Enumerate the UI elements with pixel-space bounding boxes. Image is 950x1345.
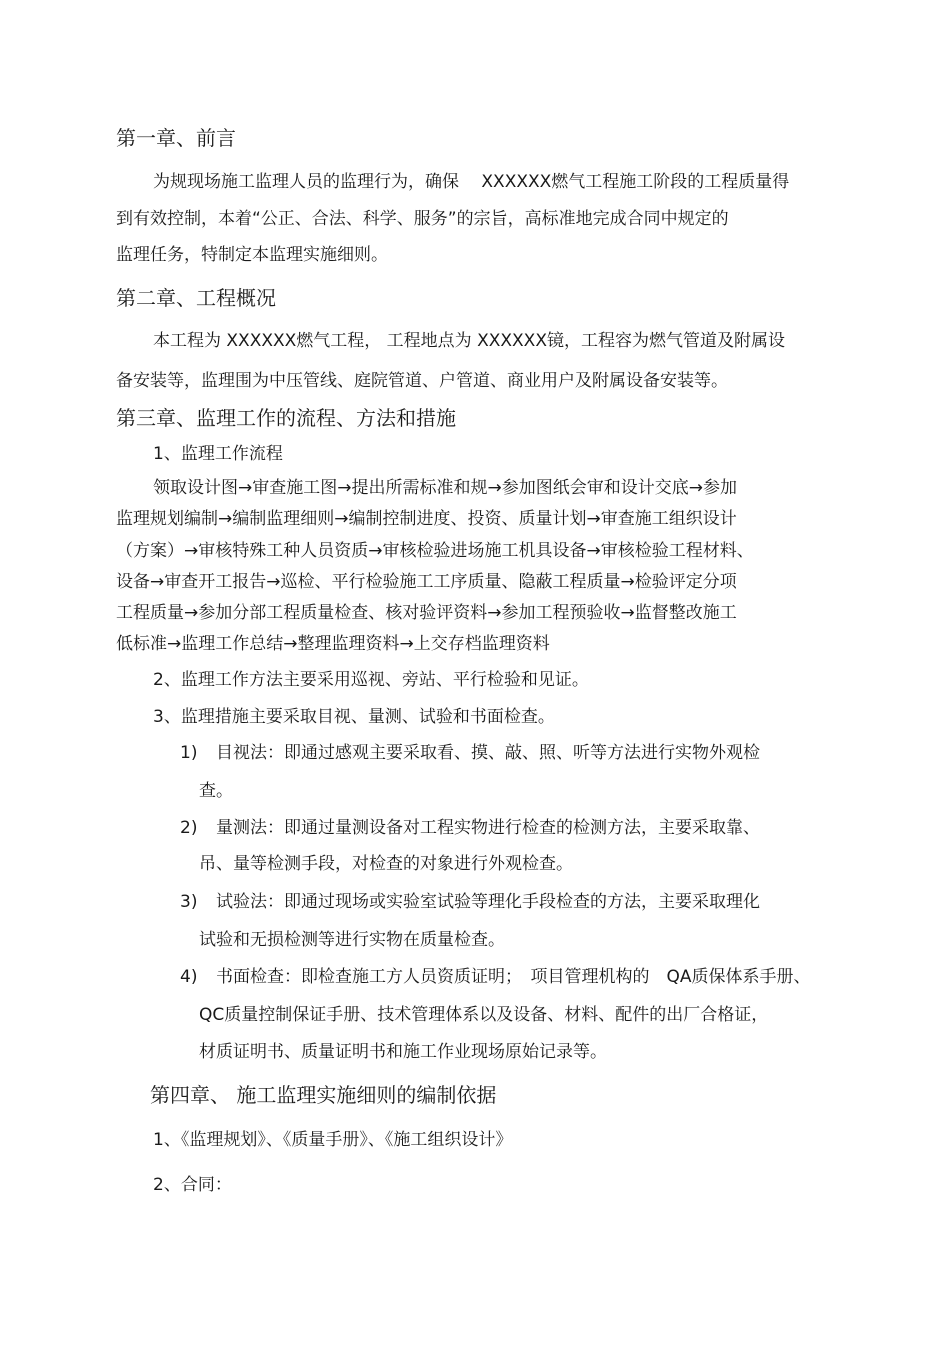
measure-4-line-1: [180, 966, 811, 988]
measure-2-text: 量测法：即通过量测设备对工程实物进行检查的检测方法，主要采取靠、: [216, 818, 760, 838]
chapter-1-heading: 第一章、前言: [116, 126, 236, 150]
chapter-2-paragraph-line-1: 本工程为 XXXXXX燃气工程， 工程地点为 XXXXXX镜，工程容为燃气管道及附属设: [153, 331, 785, 351]
measure-3-line-2: 试验和无损检测等进行实物在质量检查。: [199, 930, 505, 950]
workflow-line-5: 工程质量→参加分部工程质量检查、核对验评资料→参加工程预验收→监督整改施工: [116, 603, 737, 623]
measure-2-line-2: 吊、量等检测手段，对检查的对象进行外观检查。: [199, 854, 573, 874]
chapter-3-item-2: 2、监理工作方法主要采用巡视、旁站、平行检验和见证。: [153, 670, 589, 690]
measure-4-text: 书面检查：即检查施工方人员资质证明； 项目管理机构的 QA质保体系手册、: [216, 967, 811, 987]
measure-4-number: 4): [180, 967, 198, 987]
chapter-4-heading: 第四章、 施工监理实施细则的编制依据: [150, 1083, 497, 1107]
chapter-3-item-3: 3、监理措施主要采取目视、量测、试验和书面检查。: [153, 707, 555, 727]
measure-2-line-1: [180, 817, 760, 839]
measure-3-line-1: [180, 891, 760, 913]
chapter-1-paragraph-line-1: 为规现场施工监理人员的监理行为，确保 XXXXXX燃气工程施工阶段的工程质量得: [153, 172, 790, 192]
measure-2-number: 2): [180, 818, 198, 838]
measure-3-number: 3): [180, 892, 198, 912]
chapter-3-heading: 第三章、监理工作的流程、方法和措施: [116, 406, 456, 430]
measure-1-number: 1): [180, 743, 198, 763]
measure-4-line-3: 材质证明书、质量证明书和施工作业现场原始记录等。: [199, 1042, 607, 1062]
chapter-3-item-1: 1、监理工作流程: [153, 444, 283, 464]
workflow-line-3: （方案）→审核特殊工种人员资质→审核检验进场施工机具设备→审核检验工程材料、: [116, 541, 754, 561]
workflow-line-4: 设备→审查开工报告→巡检、平行检验施工工序质量、隐蔽工程质量→检验评定分项: [116, 572, 737, 592]
measure-3-text: 试验法：即通过现场或实验室试验等理化手段检查的方法，主要采取理化: [216, 892, 760, 912]
measure-1-line-2: 查。: [199, 781, 233, 801]
measure-4-line-2: QC质量控制保证手册、技术管理体系以及设备、材料、配件的出厂合格证，: [199, 1005, 769, 1025]
chapter-4-item-2: 2、合同：: [153, 1175, 232, 1195]
measure-1-text: 目视法：即通过感观主要采取看、摸、敲、照、听等方法进行实物外观检: [216, 743, 760, 763]
chapter-1-paragraph-line-2: 到有效控制，本着“公正、合法、科学、服务”的宗旨，高标准地完成合同中规定的: [116, 209, 729, 229]
chapter-2-heading: 第二章、工程概况: [116, 286, 276, 310]
chapter-1-paragraph-line-3: 监理任务，特制定本监理实施细则。: [116, 245, 388, 265]
workflow-line-1: 领取设计图→审查施工图→提出所需标准和规→参加图纸会审和设计交底→参加: [153, 478, 737, 498]
workflow-line-6: 低标准→监理工作总结→整理监理资料→上交存档监理资料: [116, 634, 550, 654]
workflow-line-2: 监理规划编制→编制监理细则→编制控制进度、投资、质量计划→审查施工组织设计: [116, 509, 737, 529]
measure-1-line-1: [180, 742, 760, 764]
chapter-4-item-1: 1、《监理规划》、《质量手册》、《施工组织设计》: [153, 1130, 513, 1150]
chapter-2-paragraph-line-2: 备安装等，监理围为中压管线、庭院管道、户管道、商业用户及附属设备安装等。: [116, 371, 728, 391]
